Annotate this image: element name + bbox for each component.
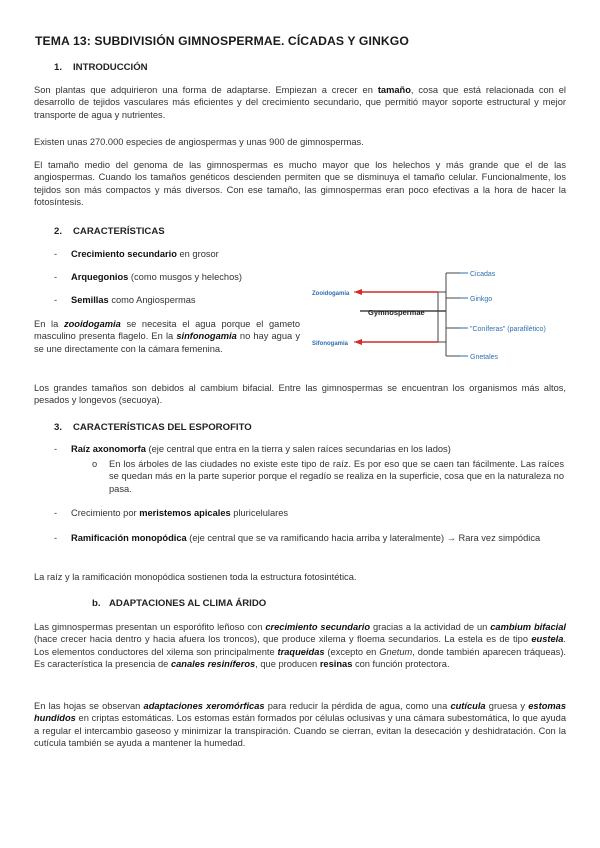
text: , donde también aparecen tráqueas). Es característica la presencia de [34, 646, 567, 670]
text: en grosor [176, 249, 219, 259]
bold-italic-term: eustela [531, 634, 564, 645]
arrowhead [354, 339, 362, 345]
text: para reducir la pérdida de agua, como una [264, 701, 451, 711]
text: (hace crecer hacia dentro y hacia afuera los troncos), que produce xilema y floema secundarios. La estela es de tipo [34, 634, 532, 645]
label-sifonogamia: Sifonogamia [312, 341, 349, 347]
paragraph-tamanos: Los grandes tamaños son debidos al cambium bifacial. Entre las gimnospermas se encuentran los organismos más altos, pesados y longevos (secuoya). [34, 383, 566, 406]
bold-italic-term: zooidogamia [63, 319, 121, 329]
paragraph-fecundacion [34, 318, 300, 355]
italic-term: Gnetum [379, 646, 413, 657]
page-title: TEMA 13: SUBDIVISIÓN GIMNOSPERMAE. CÍCADAS Y GINKGO [35, 34, 409, 48]
bold-term: Semillas [71, 295, 109, 305]
dash-bullet: - [54, 508, 58, 518]
label-zooidogamia: Zooidogamia [312, 291, 350, 297]
dash-bullet: - [54, 295, 58, 305]
section-title: CARACTERÍSTICAS DEL ESPOROFITO [73, 422, 252, 433]
paragraph-intro [34, 84, 566, 121]
dash-bullet: - [54, 444, 58, 454]
bold-italic-term: sinfonogamia [176, 331, 237, 342]
label-ginkgo: Ginkgo [470, 296, 493, 303]
bold-italic-term: adaptaciones xeromórficas [143, 701, 265, 711]
section-heading-introduccion [54, 62, 148, 73]
bold-term: resinas [319, 659, 353, 670]
text: (eje central que entra en la tierra y salen raíces secundarias en los lados) [145, 444, 451, 454]
bold-italic-term: canales resiníferos [170, 659, 256, 670]
bold-italic-term: crecimiento secundario [265, 622, 371, 632]
paragraph-esporofito-lenoso [34, 621, 566, 671]
text: , cosa que está relacionada con el desarrollo de tejidos vasculares más eficientes y del crecimiento secundario, que permitió mayor soporte estructural y mejor transporte de agua y nutrientes. [34, 85, 566, 120]
text: Crecimiento por [71, 508, 140, 518]
paragraph-hojas [34, 700, 566, 750]
arrowhead [354, 289, 362, 295]
bold-italic-term: cambium bifacial [490, 622, 567, 632]
bold-term: meristemos apicales [139, 508, 231, 518]
text: se necesita el agua porque el gameto masculino presenta flagelo. En la [34, 319, 301, 342]
section-number: b. [92, 598, 101, 609]
text: gruesa y [485, 701, 529, 711]
text: pluricelulares [230, 508, 289, 518]
text: gracias a la actividad de un [370, 622, 491, 632]
bold-term: Raíz axonomorfa [71, 444, 146, 454]
text: En las hojas se observan [34, 701, 144, 711]
phylogeny-diagram [310, 268, 570, 368]
text: , que producen [255, 659, 320, 670]
text: (como musgos y helechos) [128, 272, 243, 282]
bold-term: Arquegonios [71, 272, 129, 282]
bold-term: Crecimiento secundario [71, 249, 177, 259]
section-title: INTRODUCCIÓN [73, 62, 148, 73]
dash-bullet: - [54, 249, 58, 259]
text: con función protectora. [352, 659, 450, 670]
text: En la [34, 319, 64, 329]
dash-bullet: - [54, 533, 58, 543]
text: Las gimnospermas presentan un esporófito leñoso con [34, 622, 266, 632]
bold-italic-term: traqueidas [277, 646, 325, 657]
text: en criptas estomáticas. Los estomas están formados por células oclusivas y una cámara subestomática, lo que ayuda a regular el intercambio gaseoso y minimizar la transpiración. Cuando se cierran, evitan la desecación y deshidratación. Con la cutícula también se ayuda a mantener la humedad. [34, 713, 566, 749]
text: En los árboles de las ciudades no existe este tipo de raíz. Es por eso que se caen tan fácilmente. Las raíces se quedan más en la parte superior porque el regadío se realiza en la superficie, cosa que en la naturaleza no pasa. [109, 459, 564, 494]
circle-bullet: o [92, 459, 98, 469]
paragraph-genome: El tamaño medio del genoma de las gimnospermas es mucho mayor que los helechos y más grande que el de las angiospermas. Cuando los tamaños genéticos descienden permiten que se disminuya el tamaño celular. Funcionalmente, los tejidos son más compactos y más diversos. Con ese tamaño, las gimnospermas eran poco efectivas a la hora de hacer la fotosíntesis. [34, 160, 566, 208]
section-title: CARACTERÍSTICAS [73, 226, 165, 237]
label-cicadas: Cicadas [470, 271, 496, 278]
section-number: 1. [54, 62, 63, 73]
text: como Angiospermas [108, 295, 196, 305]
bold-italic-term: estomas hundidos [34, 701, 566, 724]
label-gymnospermae: Gymnospermae [368, 308, 425, 317]
section-heading-caracteristicas [54, 226, 165, 237]
bold-italic-term: cutícula [450, 701, 486, 711]
bold-term: Ramificación monopódica [71, 533, 187, 543]
paragraph-species: Existen unas 270.000 especies de angiospermas y unas 900 de gimnospermas. [34, 137, 364, 147]
label-gnetales: Gnetales [470, 354, 499, 361]
section-heading-esporofito [54, 422, 252, 433]
paragraph-raiz: La raíz y la ramificación monopódica sostienen toda la estructura fotosintética. [34, 572, 357, 582]
text: (eje central que se va ramificando hacia arriba y lateralmente) → Rara vez simpódica [186, 533, 541, 543]
section-number: 3. [54, 422, 63, 433]
section-number: 2. [54, 226, 63, 237]
section-title: ADAPTACIONES AL CLIMA ÁRIDO [109, 598, 267, 609]
text: Son plantas que adquirieron una forma de adaptarse. Empiezan a crecer en [34, 85, 378, 95]
label-coniferas: "Coníferas" (parafilético) [470, 326, 546, 333]
bold-term: tamaño [377, 85, 411, 95]
text: no hay agua y se une directamente con la cámara femenina. [34, 331, 300, 354]
text: . Los elementos conductores del xilema son principalmente [34, 634, 566, 657]
text: (excepto en [324, 646, 380, 657]
dash-bullet: - [54, 272, 58, 282]
section-heading-clima-arido [92, 598, 266, 609]
